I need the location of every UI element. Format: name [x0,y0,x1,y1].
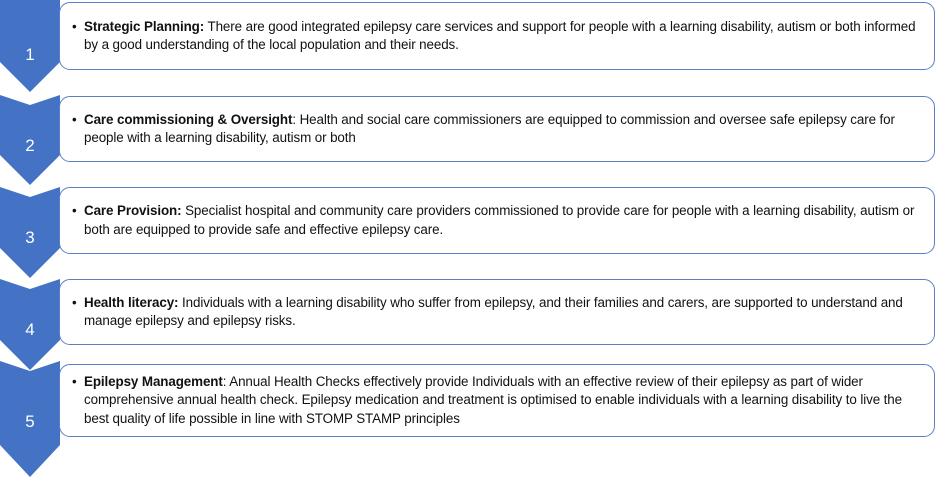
step-text-4 [70,294,924,331]
step-title-5: Epilepsy Management [84,373,223,389]
step-body-5: : Annual Health Checks effectively provide Individuals with an effective review of their epilepsy as part of wider comprehensive annual health check. Epilepsy medication and treatment is optimised to enable individuals with a learning disability to live the best quality of life possible in line with STOMP STAMP principles [84,373,902,426]
step-text-3 [70,202,924,239]
step-body-4: Individuals with a learning disability who suffer from epilepsy, and their families and carers, are supported to understand and manage epilepsy and epilepsy risks. [84,294,903,328]
step-number-3: 3 [25,228,35,247]
step-number-5: 5 [25,412,35,431]
bullet-icon: • [72,111,77,127]
step-body-3: Specialist hospital and community care providers commissioned to provide care for people with a learning disability, autism or both are equipped to provide safe and effective epilepsy care. [84,203,915,237]
step-number-2: 2 [25,136,35,155]
step-title-4: Health literacy: [84,294,179,310]
step-box-1 [59,2,935,70]
step-box-2 [59,96,935,162]
step-box-5 [59,364,935,437]
step-box-3 [59,187,935,254]
bullet-icon: • [72,18,77,34]
step-body-1: There are good integrated epilepsy care services and support for people with a learning disability, autism or both informed by a good understanding of the local population and their needs. [84,18,916,52]
step-box-4 [59,279,935,345]
step-number-4: 4 [25,320,35,339]
step-body-2: : Health and social care commissioners are equipped to commission and oversee safe epilepsy care for people with a learning disability, autism or both [84,111,895,145]
step-text-5 [70,373,924,429]
bullet-icon: • [72,373,77,389]
bullet-icon: • [72,294,77,310]
step-number-1: 1 [25,45,35,64]
step-text-1 [70,18,924,55]
step-title-3: Care Provision: [84,203,182,218]
step-title-2: Care commissioning & Oversight [84,111,293,127]
step-text-2 [70,111,924,148]
step-title-1: Strategic Planning: [84,18,205,34]
bullet-icon: • [72,203,77,218]
